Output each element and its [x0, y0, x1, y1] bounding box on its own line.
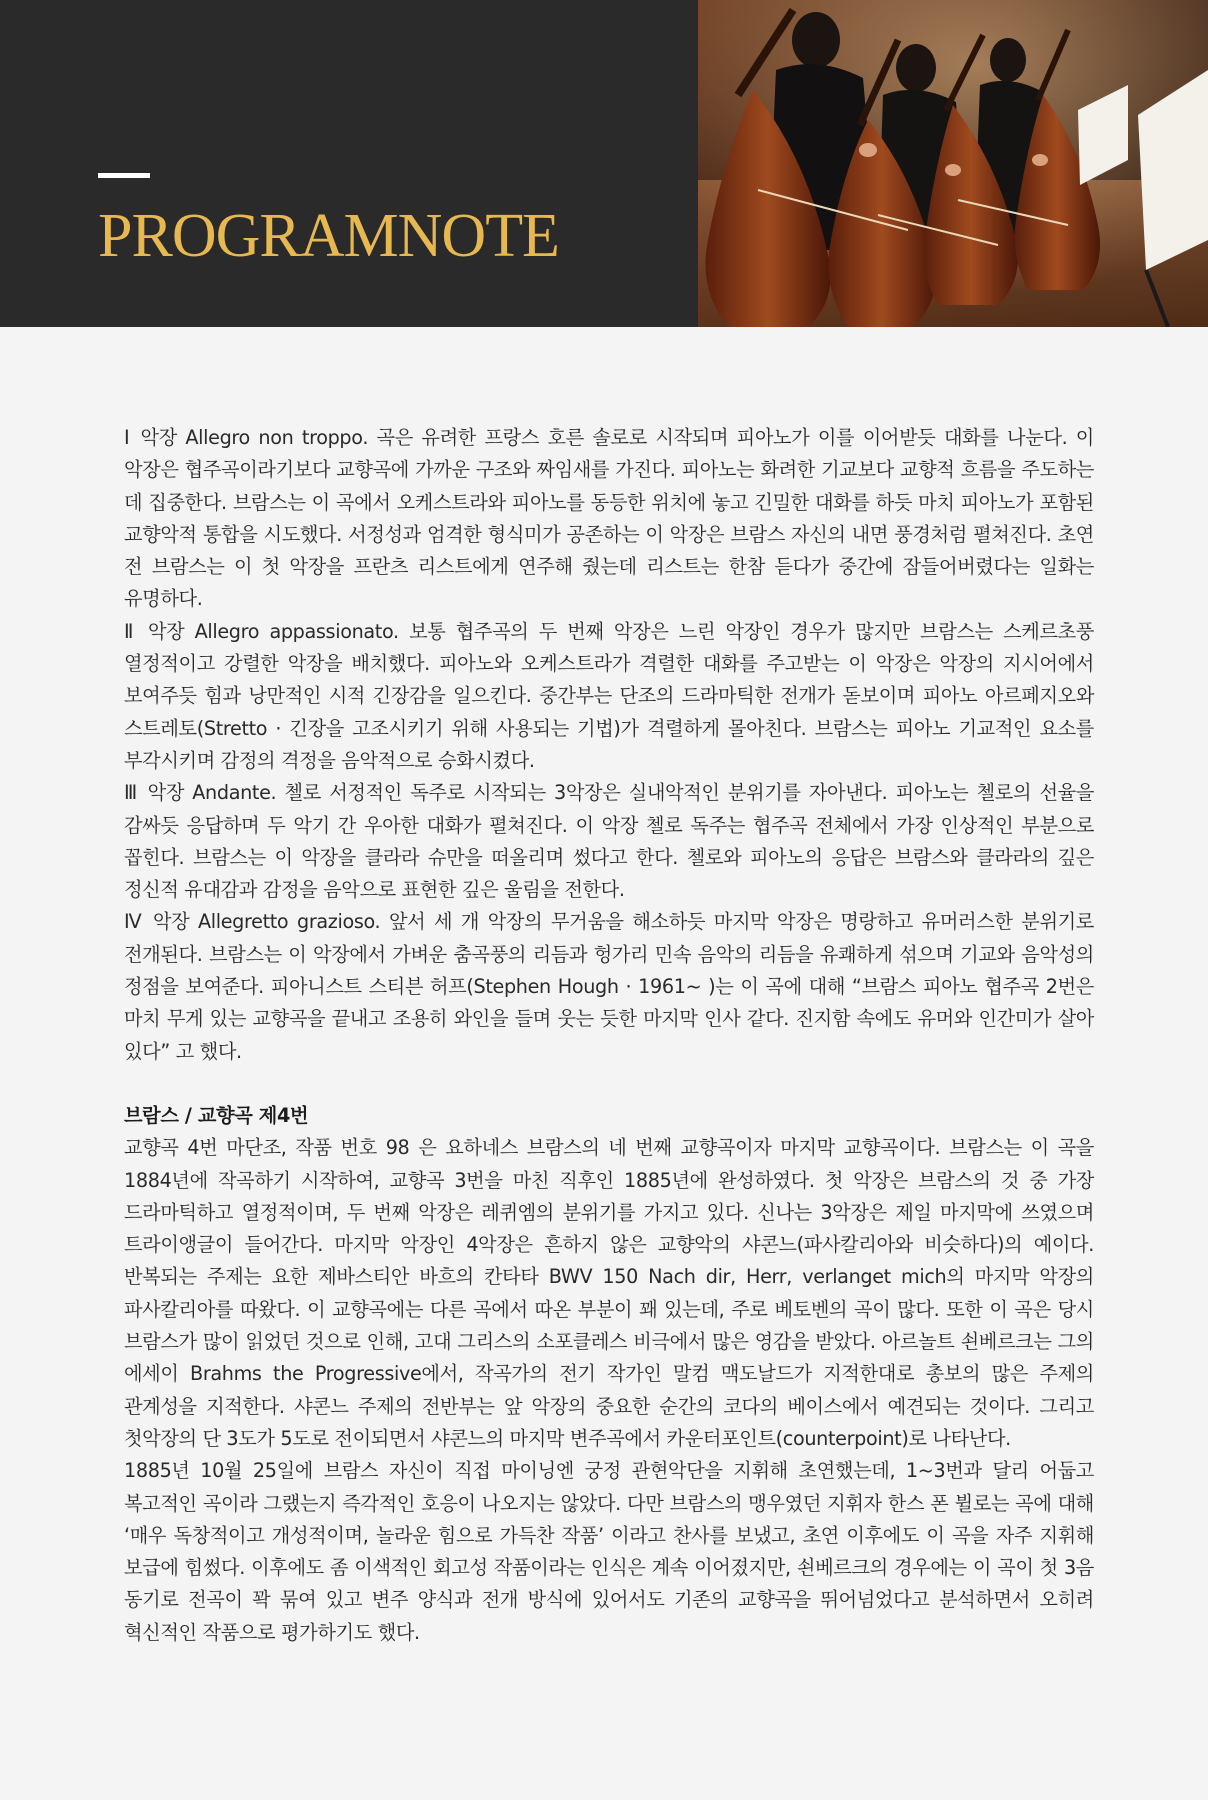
section-heading: 브람스 / 교향곡 제4번 — [124, 1103, 309, 1127]
movement-1-paragraph: Ⅰ 악장 Allegro non troppo. 곡은 유려한 프랑스 호른 솔로로 시작되며 피아노가 이를 이어받듯 대화를 나눈다. 이 악장은 협주곡이라기보다 교향곡에 가까운 구조와 짜임새를 가진다. 피아노는 화려한 기교보다 교향적 흐름을 주도하는 데 집중한다. 브람스는 이 곡에서 오케스트라와 피아노를 동등한 위치에 놓고 긴밀한 대화를 하듯 마치 피아노가 포함된 교향악적 통합을 시도했다. 서정성과 엄격한 형식미가 공존하는 이 악장은 브람스 자신의 내면 풍경처럼 펼쳐진다. 초연 전 브람스는 이 첫 악장을 프란츠 리스트에게 연주해 줬는데 리스트는 한참 듣다가 중간에 잠들어버렸다는 일화는 유명하다. — [124, 426, 1094, 611]
orchestra-photo-icon — [698, 0, 1208, 327]
movement-4-paragraph: Ⅳ 악장 Allegretto grazioso. 앞서 세 개 악장의 무거움을 해소하듯 마지막 악장은 명랑하고 유머러스한 분위기로 전개된다. 브람스는 이 악장에서 가벼운 춤곡풍의 리듬과 헝가리 민속 음악의 리듬을 유쾌하게 섞으며 기교와 음악성의 정점을 보여준다. 피아니스트 스티븐 허프(Stephen Hough · 1961~ )는 이 곡에 대해 “브람스 피아노 협주곡 2번은 마치 무게 있는 교향곡을 끝내고 조용히 와인을 들며 웃는 듯한 마지막 인사 같다. 진지함 속에도 유머와 인간미가 살아 있다” 고 했다. — [124, 910, 1094, 1063]
section-spacer — [124, 1068, 1094, 1100]
symphony-paragraph: 교향곡 4번 마단조, 작품 번호 98 은 요하네스 브람스의 네 번째 교향곡이자 마지막 교향곡이다. 브람스는 이 곡을 1884년에 작곡하기 시작하여, 교향곡 3번을 마친 직후인 1885년에 완성하였다. 첫 악장은 브람스의 것 중 가장 드라마틱하고 열정적이며, 두 번째 악장은 레퀴엠의 분위기를 가지고 있다. 신나는 3악장은 제일 마지막에 쓰였으며 트라이앵글이 들어간다. 마지막 악장인 4악장은 흔하지 않은 교향악의 샤콘느(파사칼리아와 비슷하다)의 예이다. 반복되는 주제는 요한 제바스티안 바흐의 칸타타 BWV 150 Nach dir, Herr, verlanget mich의 마지막 악장의 파사칼리아를 따왔다. 이 교향곡에는 다른 곡에서 따온 부분이 꽤 있는데, 주로 베토벤의 곡이 많다. 또한 이 곡은 당시 브람스가 많이 읽었던 것으로 인해, 고대 그리스의 소포클레스 비극에서 많은 영감을 받았다. 아르놀트 쇤베르크는 그의 에세이 Brahms the Progressive에서, 작곡가의 전기 작가인 말컴 맥도날드가 지적한대로 총보의 많은 주제의 관계성을 지적한다. 샤콘느 주제의 전반부는 앞 악장의 중요한 순간의 코다의 베이스에서 예견되는 것이다. 그리고 첫악장의 단 3도가 5도로 전이되면서 샤콘느의 마지막 변주곡에서 카운터포인트(counterpoint)로 나타난다. — [124, 1136, 1094, 1450]
header-banner — [0, 0, 1208, 327]
movement-2-paragraph: Ⅱ 악장 Allegro appassionato. 보통 협주곡의 두 번째 악장은 느린 악장인 경우가 많지만 브람스는 스케르초풍 열정적이고 강렬한 악장을 배치했다. 피아노와 오케스트라가 격렬한 대화를 주고받는 이 악장은 악장의 지시어에서 보여주듯 힘과 낭만적인 시적 긴장감을 일으킨다. 중간부는 단조의 드라마틱한 전개가 돋보이며 피아노 아르페지오와 스트레토(Stretto · 긴장을 고조시키기 위해 사용되는 기법)가 격렬하게 몰아친다. 브람스는 피아노 기교적인 요소를 부각시키며 감정의 격정을 음악적으로 승화시켰다. — [124, 619, 1094, 772]
symphony-paragraph: 1885년 10월 25일에 브람스 자신이 직접 마이닝엔 궁정 관현악단을 지휘해 초연했는데, 1~3번과 달리 어둡고 복고적인 곡이라 그랬는지 즉각적인 호응이 나오지는 않았다. 다만 브람스의 맹우였던 지휘자 한스 폰 뷜로는 곡에 대해 ‘매우 독창적이고 개성적이며, 놀라운 힘으로 가득찬 작품’ 이라고 찬사를 보냈고, 초연 이후에도 이 곡을 자주 지휘해 보급에 힘썼다. 이후에도 좀 이색적인 회고성 작품이라는 인식은 계속 이어졌지만, 쇤베르크의 경우에는 이 곡이 첫 3음 동기로 전곡이 꽉 묶여 있고 변주 양식과 전개 방식에 있어서도 기존의 교향곡을 뛰어넘었다고 분석하면서 오히려 혁신적인 작품으로 평가하기도 했다. — [124, 1459, 1094, 1644]
title-accent-bar — [98, 173, 150, 178]
page-title: PROGRAMNOTE — [98, 202, 559, 270]
program-note-body — [124, 422, 1094, 1649]
movement-3-paragraph: Ⅲ 악장 Andante. 첼로 서정적인 독주로 시작되는 3악장은 실내악적인 분위기를 자아낸다. 피아노는 첼로의 선율을 감싸듯 응답하며 두 악기 간 우아한 대화가 펼쳐진다. 이 악장 첼로 독주는 협주곡 전체에서 가장 인상적인 부분으로 꼽힌다. 브람스는 이 악장을 클라라 슈만을 떠올리며 썼다고 한다. 첼로와 피아노의 응답은 브람스와 클라라의 깊은 정신적 유대감과 감정을 음악으로 표현한 깊은 울림을 전한다. — [124, 781, 1094, 902]
